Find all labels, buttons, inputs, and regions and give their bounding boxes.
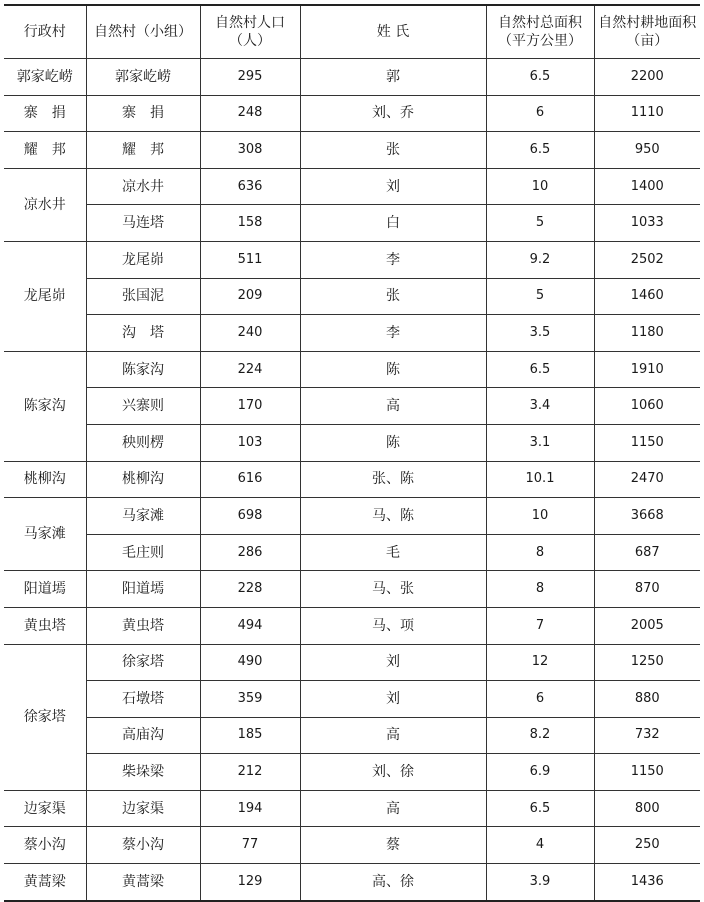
population-cell: 129 [200, 864, 300, 901]
total-area-cell: 4 [486, 827, 594, 864]
village-table-container [4, 4, 700, 902]
table-row [4, 278, 700, 315]
table-row [4, 681, 700, 718]
header-surname: 姓 氏 [300, 5, 486, 59]
table-row [4, 534, 700, 571]
surname-cell: 高 [300, 790, 486, 827]
population-cell: 616 [200, 461, 300, 498]
total-area-cell: 3.5 [486, 315, 594, 352]
total-area-cell: 6.5 [486, 59, 594, 96]
admin-village-cell: 耀 邦 [4, 132, 86, 169]
population-cell: 295 [200, 59, 300, 96]
natural-village-cell: 蔡小沟 [86, 827, 200, 864]
surname-cell: 刘、徐 [300, 754, 486, 791]
total-area-cell: 8 [486, 534, 594, 571]
farmland-area-cell: 1150 [594, 424, 700, 461]
header-farmland-area: 自然村耕地面积（亩） [594, 5, 700, 59]
farmland-area-cell: 2502 [594, 241, 700, 278]
table-row [4, 461, 700, 498]
surname-cell: 白 [300, 205, 486, 242]
total-area-cell: 3.1 [486, 424, 594, 461]
farmland-area-cell: 1910 [594, 351, 700, 388]
natural-village-cell: 寨 捐 [86, 95, 200, 132]
population-cell: 240 [200, 315, 300, 352]
population-cell: 185 [200, 717, 300, 754]
surname-cell: 郭 [300, 59, 486, 96]
total-area-cell: 6 [486, 95, 594, 132]
total-area-cell: 10 [486, 168, 594, 205]
total-area-cell: 6.5 [486, 790, 594, 827]
surname-cell: 马、陈 [300, 498, 486, 535]
table-row [4, 132, 700, 169]
table-row [4, 388, 700, 425]
admin-village-cell: 龙尾峁 [4, 241, 86, 351]
surname-cell: 马、张 [300, 571, 486, 608]
total-area-cell: 5 [486, 205, 594, 242]
total-area-cell: 6.5 [486, 351, 594, 388]
total-area-cell: 12 [486, 644, 594, 681]
population-cell: 248 [200, 95, 300, 132]
surname-cell: 马、项 [300, 607, 486, 644]
natural-village-cell: 马家滩 [86, 498, 200, 535]
population-cell: 359 [200, 681, 300, 718]
table-row [4, 717, 700, 754]
population-cell: 286 [200, 534, 300, 571]
population-cell: 212 [200, 754, 300, 791]
surname-cell: 毛 [300, 534, 486, 571]
farmland-area-cell: 1400 [594, 168, 700, 205]
natural-village-cell: 耀 邦 [86, 132, 200, 169]
admin-village-cell: 郭家屹崂 [4, 59, 86, 96]
table-row [4, 571, 700, 608]
farmland-area-cell: 950 [594, 132, 700, 169]
table-row [4, 790, 700, 827]
table-row [4, 241, 700, 278]
total-area-cell: 8.2 [486, 717, 594, 754]
population-cell: 158 [200, 205, 300, 242]
total-area-cell: 3.4 [486, 388, 594, 425]
table-body [4, 59, 700, 901]
table-row [4, 644, 700, 681]
farmland-area-cell: 1110 [594, 95, 700, 132]
natural-village-cell: 龙尾峁 [86, 241, 200, 278]
table-row [4, 205, 700, 242]
table-row [4, 424, 700, 461]
total-area-cell: 8 [486, 571, 594, 608]
surname-cell: 张、陈 [300, 461, 486, 498]
population-cell: 170 [200, 388, 300, 425]
farmland-area-cell: 687 [594, 534, 700, 571]
total-area-cell: 3.9 [486, 864, 594, 901]
population-cell: 103 [200, 424, 300, 461]
natural-village-cell: 桃柳沟 [86, 461, 200, 498]
farmland-area-cell: 3668 [594, 498, 700, 535]
natural-village-cell: 毛庄则 [86, 534, 200, 571]
surname-cell: 高、徐 [300, 864, 486, 901]
population-cell: 228 [200, 571, 300, 608]
population-cell: 194 [200, 790, 300, 827]
header-admin-village: 行政村 [4, 5, 86, 59]
total-area-cell: 6 [486, 681, 594, 718]
header-natural-village: 自然村（小组） [86, 5, 200, 59]
table-row [4, 315, 700, 352]
natural-village-cell: 徐家塔 [86, 644, 200, 681]
population-cell: 494 [200, 607, 300, 644]
farmland-area-cell: 1180 [594, 315, 700, 352]
natural-village-cell: 阳道墕 [86, 571, 200, 608]
village-statistics-table [4, 4, 700, 902]
header-row [4, 5, 700, 59]
natural-village-cell: 边家渠 [86, 790, 200, 827]
natural-village-cell: 兴寨则 [86, 388, 200, 425]
farmland-area-cell: 1436 [594, 864, 700, 901]
population-cell: 77 [200, 827, 300, 864]
admin-village-cell: 黄虫塔 [4, 607, 86, 644]
natural-village-cell: 秧则楞 [86, 424, 200, 461]
header-total-area: 自然村总面积（平方公里） [486, 5, 594, 59]
admin-village-cell: 寨 捐 [4, 95, 86, 132]
total-area-cell: 7 [486, 607, 594, 644]
farmland-area-cell: 2470 [594, 461, 700, 498]
natural-village-cell: 黄虫塔 [86, 607, 200, 644]
farmland-area-cell: 732 [594, 717, 700, 754]
total-area-cell: 9.2 [486, 241, 594, 278]
total-area-cell: 6.9 [486, 754, 594, 791]
table-header [4, 5, 700, 59]
admin-village-cell: 桃柳沟 [4, 461, 86, 498]
surname-cell: 张 [300, 132, 486, 169]
admin-village-cell: 阳道墕 [4, 571, 86, 608]
admin-village-cell: 陈家沟 [4, 351, 86, 461]
surname-cell: 陈 [300, 424, 486, 461]
surname-cell: 蔡 [300, 827, 486, 864]
table-row [4, 864, 700, 901]
farmland-area-cell: 800 [594, 790, 700, 827]
population-cell: 224 [200, 351, 300, 388]
natural-village-cell: 张国泥 [86, 278, 200, 315]
surname-cell: 李 [300, 315, 486, 352]
admin-village-cell: 凉水井 [4, 168, 86, 241]
natural-village-cell: 石墩塔 [86, 681, 200, 718]
natural-village-cell: 马连塔 [86, 205, 200, 242]
farmland-area-cell: 250 [594, 827, 700, 864]
total-area-cell: 6.5 [486, 132, 594, 169]
admin-village-cell: 徐家塔 [4, 644, 86, 790]
natural-village-cell: 黄蒿梁 [86, 864, 200, 901]
farmland-area-cell: 1250 [594, 644, 700, 681]
total-area-cell: 10 [486, 498, 594, 535]
farmland-area-cell: 1150 [594, 754, 700, 791]
table-row [4, 59, 700, 96]
admin-village-cell: 边家渠 [4, 790, 86, 827]
table-row [4, 351, 700, 388]
header-population: 自然村人口（人） [200, 5, 300, 59]
admin-village-cell: 黄蒿梁 [4, 864, 86, 901]
surname-cell: 张 [300, 278, 486, 315]
surname-cell: 高 [300, 717, 486, 754]
farmland-area-cell: 2200 [594, 59, 700, 96]
natural-village-cell: 郭家屹崂 [86, 59, 200, 96]
table-row [4, 498, 700, 535]
table-row [4, 827, 700, 864]
natural-village-cell: 沟 塔 [86, 315, 200, 352]
admin-village-cell: 蔡小沟 [4, 827, 86, 864]
population-cell: 209 [200, 278, 300, 315]
population-cell: 511 [200, 241, 300, 278]
population-cell: 698 [200, 498, 300, 535]
surname-cell: 高 [300, 388, 486, 425]
surname-cell: 刘 [300, 168, 486, 205]
natural-village-cell: 柴垛梁 [86, 754, 200, 791]
surname-cell: 陈 [300, 351, 486, 388]
farmland-area-cell: 1460 [594, 278, 700, 315]
natural-village-cell: 高庙沟 [86, 717, 200, 754]
table-row [4, 168, 700, 205]
farmland-area-cell: 1033 [594, 205, 700, 242]
surname-cell: 刘、乔 [300, 95, 486, 132]
total-area-cell: 5 [486, 278, 594, 315]
table-row [4, 95, 700, 132]
table-row [4, 754, 700, 791]
admin-village-cell: 马家滩 [4, 498, 86, 571]
total-area-cell: 10.1 [486, 461, 594, 498]
farmland-area-cell: 870 [594, 571, 700, 608]
farmland-area-cell: 880 [594, 681, 700, 718]
table-row [4, 607, 700, 644]
surname-cell: 刘 [300, 681, 486, 718]
natural-village-cell: 凉水井 [86, 168, 200, 205]
farmland-area-cell: 1060 [594, 388, 700, 425]
surname-cell: 李 [300, 241, 486, 278]
population-cell: 636 [200, 168, 300, 205]
population-cell: 308 [200, 132, 300, 169]
farmland-area-cell: 2005 [594, 607, 700, 644]
surname-cell: 刘 [300, 644, 486, 681]
natural-village-cell: 陈家沟 [86, 351, 200, 388]
population-cell: 490 [200, 644, 300, 681]
